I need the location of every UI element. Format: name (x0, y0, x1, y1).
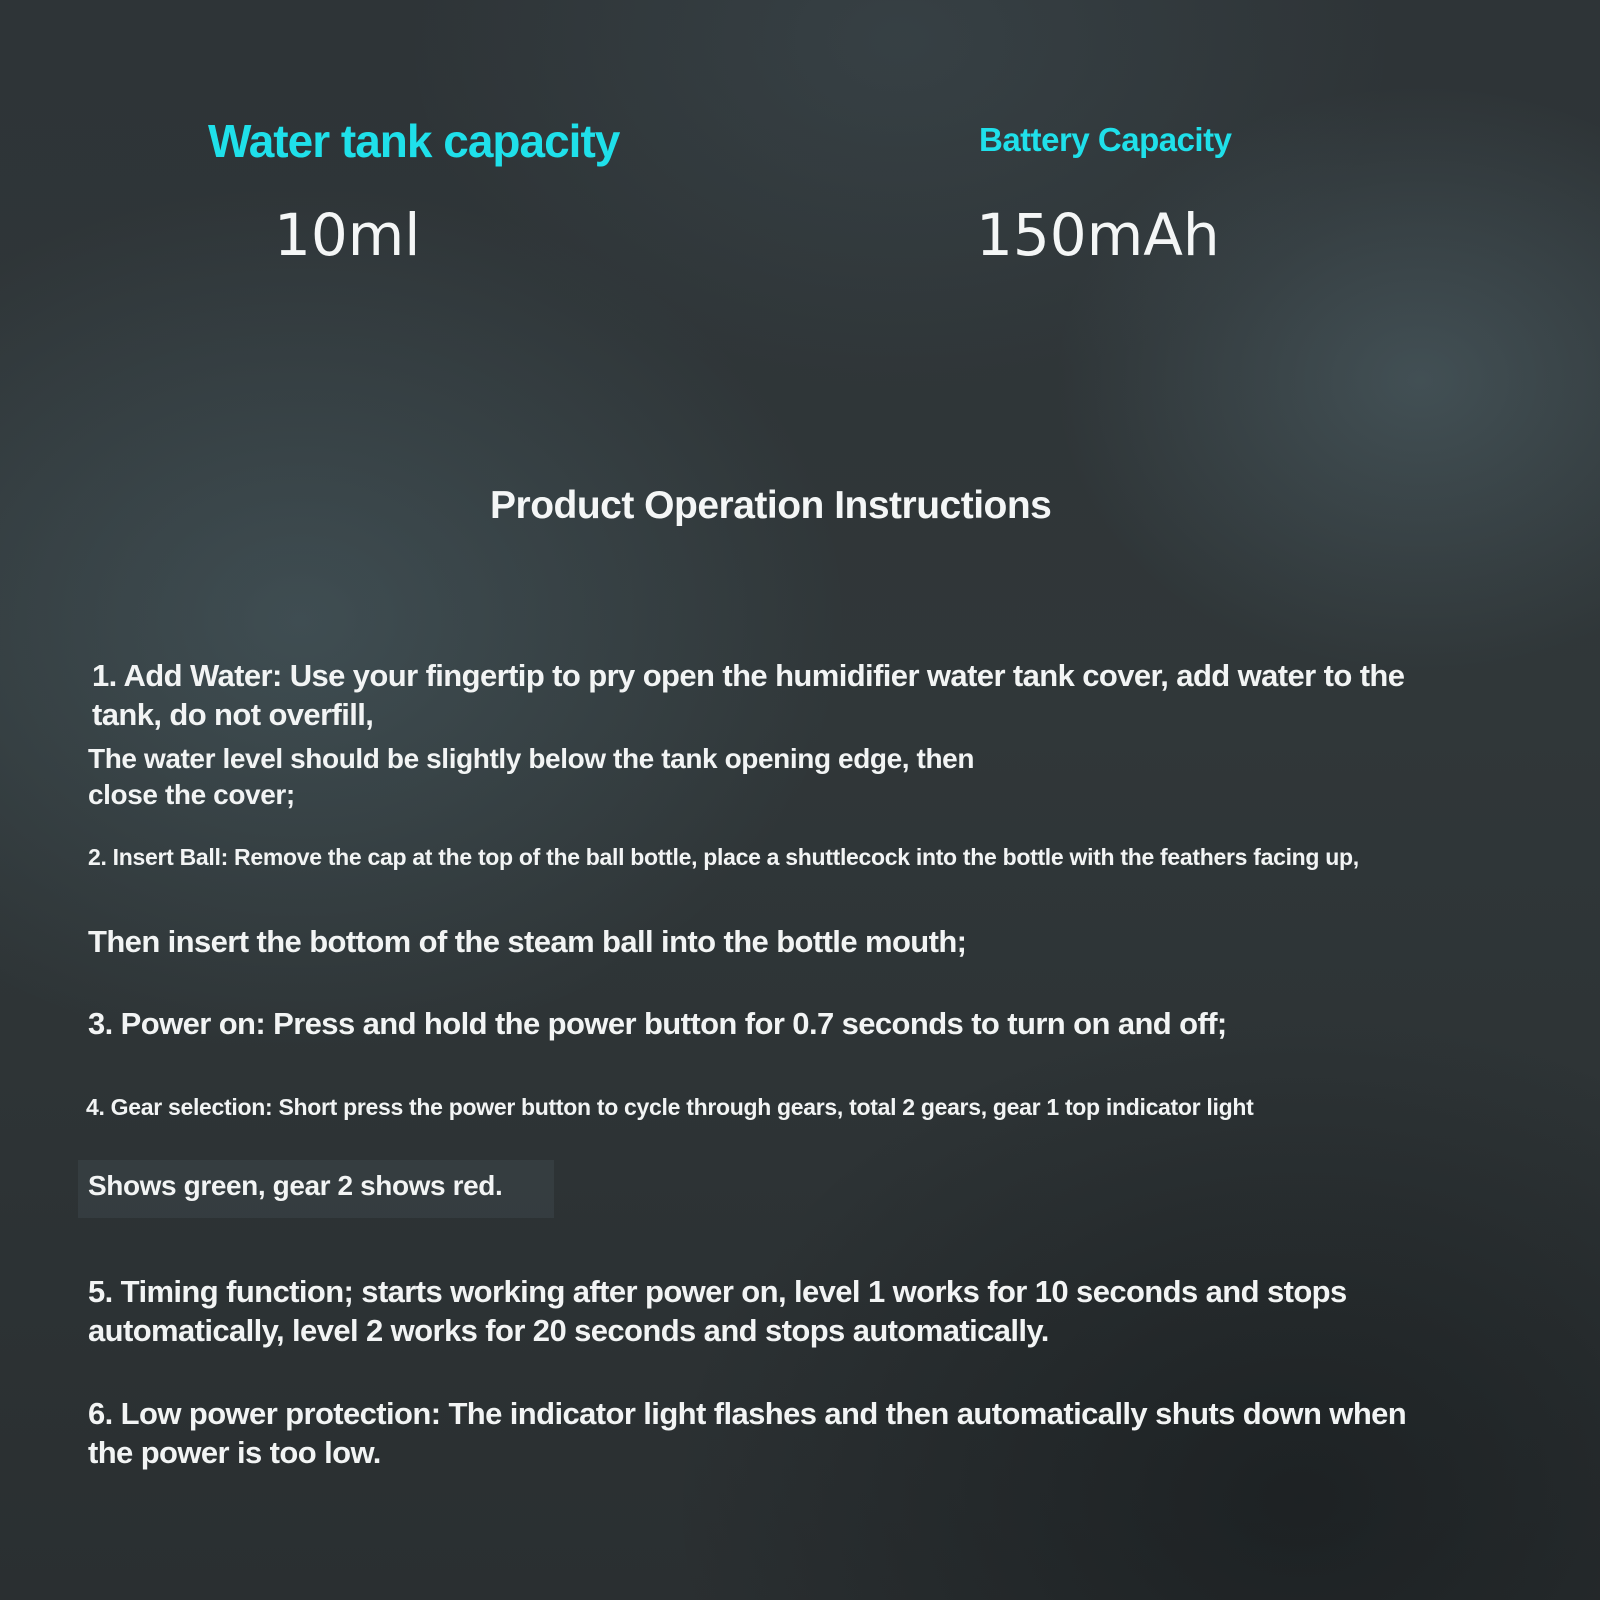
step-4-gear-selection: 4. Gear selection: Short press the power button to cycle through gears, total 2 gears, gear 1 top indicator light (86, 1094, 1254, 1120)
step-6-line-2: the power is too low. (88, 1435, 381, 1470)
step-1-line-2: tank, do not overfill, (92, 697, 374, 732)
step-6-low-power-protection (88, 1394, 1406, 1472)
step-6-line-1: 6. Low power protection: The indicator light flashes and then automatically shuts down when (88, 1396, 1407, 1431)
step-4-continuation: Shows green, gear 2 shows red. (88, 1170, 503, 1201)
step-5-line-1: 5. Timing function; starts working after power on, level 1 works for 10 seconds and stops (88, 1274, 1347, 1309)
step-5-timing-function (88, 1272, 1347, 1350)
step-1b-line-1: The water level should be slightly below the tank opening edge, then (88, 743, 975, 774)
water-capacity-value: 10ml (274, 201, 421, 269)
step-1b-line-2: close the cover; (88, 779, 295, 810)
step-3-power-on: 3. Power on: Press and hold the power button for 0.7 seconds to turn on and off; (88, 1006, 1227, 1041)
step-1-add-water (92, 656, 1404, 734)
step-2-insert-ball: 2. Insert Ball: Remove the cap at the top of the ball bottle, place a shuttlecock into the bottle with the feathers facing up, (88, 844, 1359, 870)
step-5-line-2: automatically, level 2 works for 20 seconds and stops automatically. (88, 1313, 1049, 1348)
battery-capacity-value: 150mAh (976, 201, 1220, 269)
battery-capacity-label: Battery Capacity (979, 121, 1232, 158)
section-title: Product Operation Instructions (490, 484, 1052, 527)
step-1-continuation (88, 741, 974, 813)
water-capacity-label: Water tank capacity (208, 115, 620, 167)
step-1-line-1: 1. Add Water: Use your fingertip to pry open the humidifier water tank cover, add water to the (92, 658, 1405, 693)
step-2-continuation: Then insert the bottom of the steam ball into the bottle mouth; (88, 924, 967, 959)
